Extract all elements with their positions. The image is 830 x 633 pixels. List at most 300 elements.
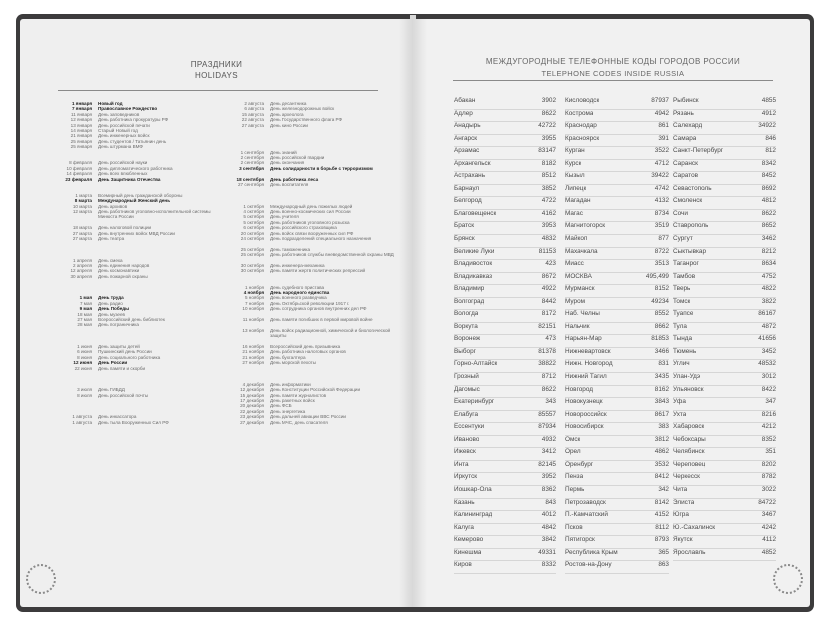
holiday-date: 21 ноября bbox=[242, 354, 264, 360]
city-phone-code: 3513 bbox=[654, 260, 669, 268]
city-name: Тверь bbox=[673, 285, 691, 293]
city-phone-code: 3022 bbox=[761, 485, 776, 493]
phone-code-row bbox=[454, 97, 556, 110]
city-name: Ессентуки bbox=[454, 423, 485, 431]
holiday-date: 9 мая bbox=[79, 306, 92, 312]
city-name: Муром bbox=[565, 297, 586, 305]
phone-code-row bbox=[673, 486, 776, 499]
phone-code-row bbox=[565, 561, 669, 574]
city-phone-code: 8422 bbox=[761, 385, 776, 393]
phone-code-row bbox=[673, 423, 776, 436]
city-name: Пермь bbox=[565, 485, 585, 493]
phone-codes-column-3 bbox=[673, 97, 776, 561]
city-name: Белгород bbox=[454, 197, 482, 205]
city-phone-code: 82151 bbox=[538, 322, 556, 330]
city-name: Улан-Удэ bbox=[673, 373, 701, 381]
holiday-date: 4 декабря bbox=[242, 381, 264, 387]
city-name: Братск bbox=[454, 222, 475, 230]
city-name: Наб. Челны bbox=[565, 310, 600, 318]
phone-code-row bbox=[565, 524, 669, 537]
city-phone-code: 8412 bbox=[654, 473, 669, 481]
phone-code-row bbox=[565, 436, 669, 449]
city-name: Нарьян-Мар bbox=[565, 335, 602, 343]
phone-code-row bbox=[565, 210, 669, 223]
phone-code-row bbox=[673, 473, 776, 486]
phone-code-row bbox=[565, 298, 669, 311]
holiday-row bbox=[222, 328, 407, 339]
holiday-name: День войск радиационной, химической и биологической защиты bbox=[270, 327, 391, 339]
city-name: Махачкала bbox=[565, 247, 598, 255]
phone-code-row bbox=[565, 386, 669, 399]
holidays-column-2 bbox=[222, 101, 407, 425]
phone-code-row bbox=[673, 122, 776, 135]
left-page-holidays bbox=[20, 19, 413, 607]
holiday-name: День кино России bbox=[270, 122, 308, 128]
phone-code-row bbox=[565, 398, 669, 411]
city-name: Тула bbox=[673, 322, 687, 330]
holiday-name: День социального работника bbox=[98, 354, 161, 360]
holiday-name: День Октябрьской революции 1917 г. bbox=[270, 300, 350, 306]
phone-code-row bbox=[454, 499, 556, 512]
city-phone-code: 351 bbox=[765, 448, 776, 456]
city-name: Псков bbox=[565, 523, 583, 531]
right-page-phone-codes bbox=[413, 19, 810, 607]
city-phone-code: 4162 bbox=[541, 209, 556, 217]
holiday-name: Старый Новый год bbox=[98, 128, 138, 134]
city-name: Ярославль bbox=[673, 548, 706, 556]
holiday-date: 1 марта bbox=[75, 192, 92, 198]
phone-code-row bbox=[565, 147, 669, 160]
phone-code-row bbox=[565, 373, 669, 386]
spine-shadow bbox=[413, 19, 427, 607]
city-name: Республика Крым bbox=[565, 548, 618, 556]
city-phone-code: 812 bbox=[765, 147, 776, 155]
holiday-name: День защиты детей bbox=[98, 344, 140, 350]
phone-codes-column-2 bbox=[565, 97, 669, 574]
city-name: Мурманск bbox=[565, 285, 595, 293]
page-corner-dots bbox=[26, 564, 56, 594]
city-phone-code: 4132 bbox=[654, 197, 669, 205]
city-name: Салехард bbox=[673, 122, 703, 130]
holiday-name: Международный Женский день bbox=[98, 198, 171, 204]
city-phone-code: 8162 bbox=[654, 385, 669, 393]
city-name: Брянск bbox=[454, 235, 475, 243]
city-phone-code: 3519 bbox=[654, 222, 669, 230]
city-phone-code: 4112 bbox=[762, 536, 776, 544]
city-phone-code: 8552 bbox=[654, 310, 669, 318]
city-phone-code: 8782 bbox=[761, 473, 776, 481]
city-phone-code: 4822 bbox=[761, 285, 776, 293]
city-phone-code: 473 bbox=[545, 335, 556, 343]
city-name: Абакан bbox=[454, 97, 476, 104]
city-name: Волгоград bbox=[454, 297, 485, 305]
holiday-date: 1 ноября bbox=[244, 284, 264, 290]
holiday-date: 5 ноября bbox=[244, 295, 264, 301]
holiday-row bbox=[50, 177, 230, 182]
phone-code-row bbox=[565, 360, 669, 373]
city-name: Чита bbox=[673, 485, 688, 493]
city-phone-code: 8152 bbox=[654, 285, 669, 293]
city-name: Оренбург bbox=[565, 460, 594, 468]
holiday-name: Пушкинский день России bbox=[98, 349, 152, 355]
holiday-name: День военного разведчика bbox=[270, 295, 327, 301]
city-phone-code: 4752 bbox=[761, 272, 776, 280]
city-name: Таганрог bbox=[673, 260, 699, 268]
city-phone-code: 3412 bbox=[541, 448, 556, 456]
holiday-date: 14 января bbox=[70, 128, 92, 134]
city-phone-code: 4152 bbox=[654, 511, 669, 519]
holiday-name: День всех влюбленных bbox=[98, 171, 148, 177]
holiday-date: 3 июля bbox=[77, 387, 92, 393]
phone-code-row bbox=[673, 197, 776, 210]
city-name: Томск bbox=[673, 297, 691, 305]
phone-code-row bbox=[673, 110, 776, 123]
holiday-row bbox=[222, 306, 407, 311]
holiday-name: День памяти журналистов bbox=[270, 392, 327, 398]
city-phone-code: 8202 bbox=[761, 460, 776, 468]
city-name: Нижний Тагил bbox=[565, 373, 607, 381]
phone-code-row bbox=[673, 524, 776, 537]
city-name: Калининград bbox=[454, 511, 493, 519]
city-phone-code: 4212 bbox=[761, 423, 776, 431]
holiday-date: 28 мая bbox=[77, 322, 92, 328]
holiday-date: 7 января bbox=[71, 106, 92, 112]
city-name: Магадан bbox=[565, 197, 591, 205]
phone-code-row bbox=[673, 536, 776, 549]
holiday-date: 7 ноября bbox=[244, 300, 264, 306]
city-phone-code: 342 bbox=[658, 485, 669, 493]
city-name: Липецк bbox=[565, 184, 587, 192]
city-phone-code: 8452 bbox=[761, 172, 776, 180]
phone-codes-title-ru: МЕЖДУГОРОДНЫЕ ТЕЛЕФОННЫЕ КОДЫ ГОРОДОВ РОССИИ bbox=[485, 57, 741, 66]
phone-code-row bbox=[673, 248, 776, 261]
holiday-row bbox=[222, 360, 407, 365]
holiday-date: 5 октября bbox=[243, 214, 264, 220]
phone-code-row bbox=[565, 448, 669, 461]
city-name: Екатеринбург bbox=[454, 398, 495, 406]
holiday-name: День российской печати bbox=[98, 122, 150, 128]
city-name: Севастополь bbox=[673, 184, 712, 192]
holiday-row bbox=[222, 268, 407, 273]
city-phone-code: 49234 bbox=[651, 297, 669, 305]
phone-code-row bbox=[565, 97, 669, 110]
holiday-row bbox=[50, 274, 230, 279]
city-name: Барнаул bbox=[454, 184, 480, 192]
holiday-row bbox=[222, 252, 407, 257]
phone-code-row bbox=[565, 185, 669, 198]
city-name: Горно-Алтайск bbox=[454, 360, 498, 368]
city-name: Чебоксары bbox=[673, 435, 706, 443]
holiday-date: 27 мая bbox=[77, 317, 92, 323]
holiday-row bbox=[222, 123, 407, 128]
city-phone-code: 831 bbox=[658, 360, 669, 368]
holiday-date: 2 августа bbox=[244, 101, 264, 106]
holiday-date: 12 марта bbox=[72, 209, 92, 215]
city-phone-code: 8617 bbox=[654, 410, 669, 418]
holiday-name: День смеха bbox=[98, 257, 123, 263]
city-name: Владимир bbox=[454, 285, 485, 293]
phone-code-row bbox=[454, 310, 556, 323]
city-phone-code: 3012 bbox=[761, 373, 776, 381]
phone-code-row bbox=[565, 423, 669, 436]
holiday-name: День студентов / Татьянин день bbox=[98, 138, 167, 144]
city-name: Омск bbox=[565, 435, 581, 443]
city-phone-code: 3467 bbox=[761, 511, 776, 519]
holiday-date: 13 ноября bbox=[242, 327, 264, 333]
holiday-row bbox=[50, 209, 230, 220]
city-name: Челябинск bbox=[673, 448, 705, 456]
city-phone-code: 4832 bbox=[541, 235, 556, 243]
holiday-date: 1 августа bbox=[72, 419, 92, 425]
holiday-date: 2 сентября bbox=[240, 155, 264, 160]
phone-code-row bbox=[454, 260, 556, 273]
phone-code-row bbox=[565, 135, 669, 148]
city-name: Хабаровск bbox=[673, 423, 705, 431]
holiday-date: 8 марта bbox=[74, 198, 92, 204]
city-phone-code: 8722 bbox=[654, 247, 669, 255]
city-name: Инта bbox=[454, 460, 469, 468]
holiday-name: День труда bbox=[98, 295, 124, 301]
phone-code-row bbox=[673, 310, 776, 323]
phone-code-row bbox=[673, 448, 776, 461]
city-phone-code: 82145 bbox=[538, 460, 556, 468]
phone-code-row bbox=[454, 448, 556, 461]
city-name: Тюмень bbox=[673, 347, 697, 355]
holiday-name: День тыла Вооруженных Сил РФ bbox=[98, 419, 169, 425]
city-phone-code: 3955 bbox=[541, 134, 556, 142]
city-name: Тамбов bbox=[673, 272, 696, 280]
holiday-date: 25 января bbox=[70, 144, 92, 150]
phone-code-row bbox=[565, 411, 669, 424]
holiday-name: День морской пехоты bbox=[270, 360, 316, 366]
city-phone-code: 3842 bbox=[541, 536, 556, 544]
city-phone-code: 8793 bbox=[654, 536, 669, 544]
phone-code-row bbox=[673, 335, 776, 348]
holiday-date: 14 февраля bbox=[66, 171, 92, 177]
city-phone-code: 41656 bbox=[758, 335, 776, 343]
holiday-name: День Победы bbox=[98, 306, 130, 312]
city-name: Красноярск bbox=[565, 134, 600, 142]
holiday-date: 8 июня bbox=[77, 354, 92, 360]
holiday-name: Всероссийский день призывника bbox=[270, 344, 341, 350]
holiday-date: 2 апреля bbox=[73, 263, 92, 269]
city-phone-code: 843 bbox=[545, 498, 556, 506]
holiday-row bbox=[50, 236, 230, 241]
holidays-title-en: HOLIDAYS bbox=[194, 71, 239, 80]
holiday-date: 1 апреля bbox=[73, 257, 92, 263]
city-phone-code: 81853 bbox=[651, 335, 669, 343]
holiday-row bbox=[222, 236, 407, 241]
city-name: Пятигорск bbox=[565, 536, 595, 544]
holiday-name: День народного единства bbox=[270, 290, 330, 296]
holiday-name: День российской науки bbox=[98, 160, 148, 166]
holiday-date: 5 октября bbox=[243, 219, 264, 225]
phone-code-row bbox=[673, 436, 776, 449]
holiday-date: 12 декабря bbox=[240, 387, 264, 393]
city-name: Череповец bbox=[673, 460, 706, 468]
city-name: Адлер bbox=[454, 109, 473, 117]
holiday-name: Новый год bbox=[98, 101, 123, 106]
phone-codes-divider bbox=[453, 80, 773, 81]
city-name: Уфа bbox=[673, 398, 686, 406]
holiday-name: День работников службы вневедомственной охраны МВД bbox=[270, 252, 394, 258]
holiday-date: 22 августа bbox=[241, 117, 264, 123]
holiday-date: 22 июня bbox=[74, 365, 92, 371]
phone-code-row bbox=[673, 135, 776, 148]
holiday-name: День бухгалтера bbox=[270, 354, 306, 360]
city-name: Кызыл bbox=[565, 172, 585, 180]
city-name: Ухта bbox=[673, 410, 687, 418]
phone-code-row bbox=[565, 549, 669, 562]
city-phone-code: 86167 bbox=[758, 310, 776, 318]
city-name: Смоленск bbox=[673, 197, 703, 205]
holiday-name: День российской почты bbox=[98, 392, 149, 398]
city-phone-code: 4012 bbox=[541, 511, 556, 519]
city-name: П.-Камчатский bbox=[565, 511, 608, 519]
city-name: Арзамас bbox=[454, 147, 480, 155]
city-name: Туапсе bbox=[673, 310, 694, 318]
holiday-name: День учителя bbox=[270, 214, 299, 220]
phone-code-row bbox=[454, 122, 556, 135]
city-name: Воронеж bbox=[454, 335, 481, 343]
phone-code-row bbox=[565, 260, 669, 273]
holiday-date: 15 августа bbox=[241, 111, 264, 117]
holiday-name: День российской гвардии bbox=[270, 155, 325, 160]
city-phone-code: 4722 bbox=[541, 197, 556, 205]
city-phone-code: 8712 bbox=[541, 373, 556, 381]
city-name: Орел bbox=[565, 448, 581, 456]
phone-code-row bbox=[673, 160, 776, 173]
phone-code-row bbox=[565, 248, 669, 261]
city-name: Воркута bbox=[454, 322, 478, 330]
holiday-date: 1 июня bbox=[77, 344, 92, 350]
city-phone-code: 81153 bbox=[538, 247, 556, 255]
city-phone-code: 49331 bbox=[538, 548, 556, 556]
holiday-date: 6 октября bbox=[243, 225, 264, 231]
city-phone-code: 3852 bbox=[541, 184, 556, 192]
holiday-date: 20 октября bbox=[240, 230, 264, 236]
city-phone-code: 3532 bbox=[654, 460, 669, 468]
city-phone-code: 3843 bbox=[654, 398, 669, 406]
phone-code-row bbox=[454, 486, 556, 499]
phone-code-row bbox=[565, 172, 669, 185]
holiday-date: 25 января bbox=[70, 138, 92, 144]
city-phone-code: 8652 bbox=[761, 222, 776, 230]
holiday-row bbox=[50, 322, 230, 327]
phone-code-row bbox=[565, 511, 669, 524]
phone-code-row bbox=[454, 524, 556, 537]
city-phone-code: 8634 bbox=[761, 260, 776, 268]
city-phone-code: 863 bbox=[658, 561, 669, 569]
city-phone-code: 4862 bbox=[654, 448, 669, 456]
holiday-name: День ФСБ bbox=[270, 403, 292, 409]
holiday-name: День Государственного флага РФ bbox=[270, 117, 343, 123]
holiday-date: 23 декабря bbox=[240, 414, 264, 420]
holiday-name: День работника прокуратуры РФ bbox=[98, 117, 169, 123]
city-phone-code: 3952 bbox=[541, 473, 556, 481]
phone-code-row bbox=[565, 273, 669, 286]
phone-code-row bbox=[673, 386, 776, 399]
phone-code-row bbox=[454, 348, 556, 361]
city-phone-code: 391 bbox=[658, 134, 669, 142]
city-name: Дагомыс bbox=[454, 385, 480, 393]
phone-code-row bbox=[454, 197, 556, 210]
phone-code-row bbox=[565, 473, 669, 486]
holiday-name: День заповедников bbox=[98, 111, 140, 117]
city-phone-code: 8734 bbox=[654, 209, 669, 217]
city-phone-code: 39422 bbox=[651, 172, 669, 180]
city-phone-code: 4872 bbox=[761, 322, 776, 330]
holiday-name: Всероссийский день библиотек bbox=[98, 317, 165, 323]
phone-code-row bbox=[673, 97, 776, 110]
holiday-name: День театра bbox=[98, 236, 125, 242]
city-name: Краснодар bbox=[565, 122, 597, 130]
phone-code-row bbox=[454, 323, 556, 336]
city-phone-code: 877 bbox=[658, 235, 669, 243]
city-name: Саранск bbox=[673, 159, 698, 167]
holiday-name: День инженерных войск bbox=[98, 133, 150, 139]
holiday-name: День единения народов bbox=[98, 263, 150, 269]
holiday-date: 24 октября bbox=[240, 236, 264, 242]
city-name: Сочи bbox=[673, 209, 688, 217]
holiday-name: День информатики bbox=[270, 381, 311, 387]
phone-code-row bbox=[454, 411, 556, 424]
holiday-name: День памяти погибших в первой мировой войне bbox=[270, 317, 373, 323]
city-name: Нижн. Новгород bbox=[565, 360, 613, 368]
phone-code-row bbox=[454, 135, 556, 148]
holiday-name: День МЧС, день спасателя bbox=[270, 419, 328, 425]
city-name: Владивосток bbox=[454, 260, 493, 268]
city-phone-code: 3452 bbox=[761, 347, 776, 355]
city-phone-code: 8672 bbox=[541, 272, 556, 280]
holiday-name: День сотрудника органов внутренних дел РФ bbox=[270, 306, 367, 312]
holiday-date: 1 сентября bbox=[240, 149, 264, 155]
city-name: Югра bbox=[673, 511, 689, 519]
holiday-date: 12 апреля bbox=[70, 268, 92, 274]
city-phone-code: 4912 bbox=[761, 109, 776, 117]
city-name: Черкесск bbox=[673, 473, 700, 481]
phone-code-row bbox=[673, 147, 776, 160]
holiday-row bbox=[222, 420, 407, 425]
city-phone-code: 81378 bbox=[538, 347, 556, 355]
city-phone-code: 4712 bbox=[654, 159, 669, 167]
city-name: Магнитогорск bbox=[565, 222, 606, 230]
city-phone-code: 8342 bbox=[761, 159, 776, 167]
city-phone-code: 846 bbox=[765, 134, 776, 142]
holidays-divider bbox=[58, 90, 378, 91]
holiday-name: День работников уголовно-исполнительной системы Минюста России bbox=[98, 209, 211, 220]
phone-code-row bbox=[673, 549, 776, 562]
city-phone-code: 83147 bbox=[538, 147, 556, 155]
holiday-date: 10 февраля bbox=[66, 165, 92, 171]
phone-code-row bbox=[454, 160, 556, 173]
holiday-date: 13 января bbox=[70, 122, 92, 128]
holiday-name: День работника леса bbox=[270, 176, 319, 182]
phone-code-row bbox=[673, 323, 776, 336]
holiday-date: 2 сентября bbox=[240, 160, 264, 166]
city-name: Иркутск bbox=[454, 473, 478, 481]
city-phone-code: 3466 bbox=[654, 347, 669, 355]
holiday-date: 11 ноября bbox=[242, 317, 264, 323]
city-phone-code: 34922 bbox=[758, 122, 776, 130]
holiday-name: День памяти жертв политических репрессий bbox=[270, 268, 366, 274]
holiday-date: 30 октября bbox=[240, 268, 264, 274]
holiday-date: 27 сентября bbox=[238, 182, 264, 188]
holiday-name: День космонавтики bbox=[98, 268, 140, 274]
holiday-name: Православное Рождество bbox=[98, 106, 158, 112]
city-phone-code: 8512 bbox=[541, 172, 556, 180]
city-phone-code: 8172 bbox=[541, 310, 556, 318]
